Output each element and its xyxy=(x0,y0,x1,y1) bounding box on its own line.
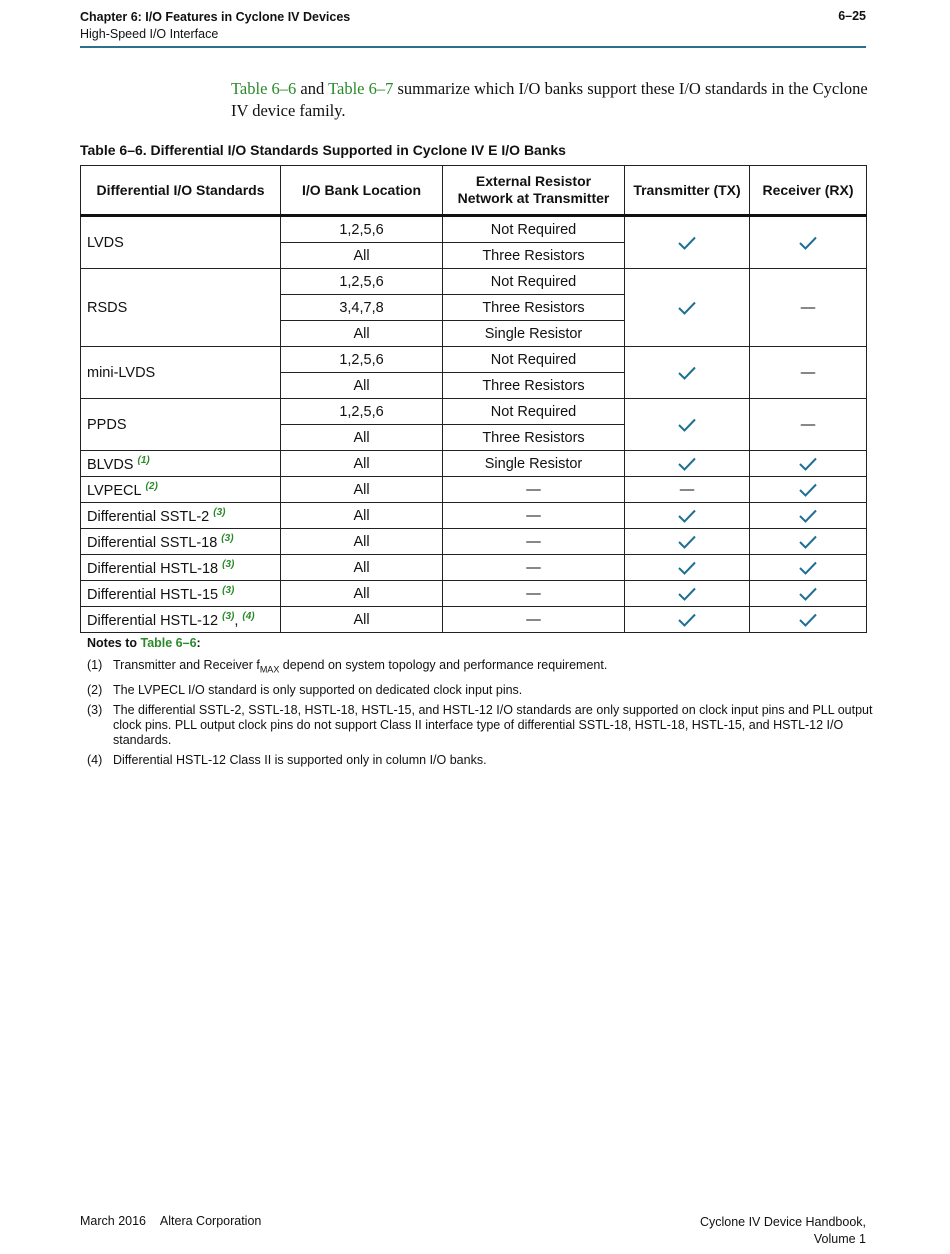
note-ref[interactable]: (3) xyxy=(222,610,235,622)
bank-location: 1,2,5,6 xyxy=(281,269,443,295)
resistor-network: — xyxy=(443,607,625,633)
bank-location: All xyxy=(281,555,443,581)
table-row xyxy=(81,581,867,607)
table-link[interactable]: Table 6–6 xyxy=(231,79,297,98)
resistor-network: Not Required xyxy=(443,347,625,373)
check-icon xyxy=(799,483,817,497)
resistor-network: Three Resistors xyxy=(443,295,625,321)
check-icon xyxy=(625,269,750,347)
bank-location: All xyxy=(281,425,443,451)
intro-paragraph xyxy=(231,78,871,122)
table-header-row xyxy=(81,166,867,216)
table-row xyxy=(81,269,867,295)
bank-location: All xyxy=(281,451,443,477)
footer-company: Altera Corporation xyxy=(159,1214,262,1228)
standard-name: mini-LVDS xyxy=(81,347,281,399)
dash-mark: — xyxy=(750,269,867,347)
bank-location: 1,2,5,6 xyxy=(281,347,443,373)
dash-mark: — xyxy=(750,347,867,399)
col-header-bank: I/O Bank Location xyxy=(281,166,443,216)
standard-name: LVDS xyxy=(81,216,281,269)
check-icon xyxy=(625,216,750,269)
footer-volume: Volume 1 xyxy=(813,1232,866,1246)
check-icon xyxy=(625,581,750,607)
page-footer-right xyxy=(700,1214,866,1248)
check-icon xyxy=(678,457,696,471)
table-row xyxy=(81,607,867,633)
note-item: (1) Transmitter and Receiver $f_{MAX}$ depend on system topology and performance requirement. xyxy=(87,658,608,675)
check-icon xyxy=(625,607,750,633)
check-icon xyxy=(678,535,696,549)
table-row xyxy=(81,216,867,243)
standard-name: Differential HSTL-12 $^{(3)}$, $^{(4)}$ xyxy=(81,607,281,633)
check-icon xyxy=(678,613,696,627)
header-rule xyxy=(80,46,866,48)
check-icon xyxy=(750,529,867,555)
page-footer-left xyxy=(80,1214,261,1228)
standard-name: BLVDS $^{(1)}$ xyxy=(81,451,281,477)
resistor-network: — xyxy=(443,581,625,607)
resistor-network: — xyxy=(443,477,625,503)
resistor-network: Three Resistors xyxy=(443,243,625,269)
standard-name: Differential SSTL-2 $^{(3)}$ xyxy=(81,503,281,529)
check-icon xyxy=(750,477,867,503)
check-icon xyxy=(678,236,696,250)
resistor-network: Not Required xyxy=(443,216,625,243)
dash-mark: — xyxy=(625,477,750,503)
table-row xyxy=(81,555,867,581)
check-icon xyxy=(625,451,750,477)
resistor-network: — xyxy=(443,555,625,581)
footer-book: Cyclone IV Device Handbook, xyxy=(699,1215,866,1229)
bank-location: 1,2,5,6 xyxy=(281,216,443,243)
col-header-rx: Receiver (RX) xyxy=(750,166,867,216)
standard-name: Differential HSTL-18 $^{(3)}$ xyxy=(81,555,281,581)
table-row xyxy=(81,451,867,477)
table-row xyxy=(81,347,867,373)
resistor-network: — xyxy=(443,529,625,555)
check-icon xyxy=(799,535,817,549)
check-icon xyxy=(750,451,867,477)
notes-table-link[interactable]: Table 6–6 xyxy=(140,636,197,650)
resistor-network: Three Resistors xyxy=(443,425,625,451)
check-icon xyxy=(678,587,696,601)
standard-name: LVPECL $^{(2)}$ xyxy=(81,477,281,503)
table-notes xyxy=(87,636,877,773)
check-icon xyxy=(799,509,817,523)
note-item: (4) Differential HSTL-12 Class II is supported only in column I/O banks. xyxy=(87,752,487,767)
check-icon xyxy=(750,555,867,581)
bank-location: All xyxy=(281,477,443,503)
bank-location: 1,2,5,6 xyxy=(281,399,443,425)
check-icon xyxy=(625,503,750,529)
table-row xyxy=(81,477,867,503)
chapter-title: Chapter 6: I/O Features in Cyclone IV Devices xyxy=(80,10,351,24)
note-ref[interactable]: (2) xyxy=(145,480,158,492)
note-ref[interactable]: (4) xyxy=(242,610,255,622)
note-item: (3) The differential SSTL-2, SSTL-18, HSTL-18, HSTL-15, and HSTL-12 I/O standards are only supported on clock input pins and PLL output clock pins. PLL output clock pins do not support Class II interface type of differential SSTL-18, HSTL-18, HSTL-15, and HSTL-12 I/O standards. xyxy=(87,702,873,747)
bank-location: All xyxy=(281,503,443,529)
resistor-network: Not Required xyxy=(443,269,625,295)
note-item: (2) The LVPECL I/O standard is only supported on dedicated clock input pins. xyxy=(87,682,523,697)
resistor-network: Three Resistors xyxy=(443,373,625,399)
bank-location: 3,4,7,8 xyxy=(281,295,443,321)
bank-location: All xyxy=(281,607,443,633)
table-row xyxy=(81,503,867,529)
bank-location: All xyxy=(281,243,443,269)
check-icon xyxy=(625,399,750,451)
intro-text: and xyxy=(296,79,329,98)
check-icon xyxy=(625,347,750,399)
table-link[interactable]: Table 6–7 xyxy=(328,79,394,98)
standard-name: RSDS xyxy=(81,269,281,347)
check-icon xyxy=(799,561,817,575)
note-ref[interactable]: (3) xyxy=(222,584,235,596)
check-icon xyxy=(799,587,817,601)
notes-title: Notes to Table 6–6: xyxy=(87,636,201,650)
check-icon xyxy=(678,301,696,315)
col-header-resistor: External Resistor Network at Transmitter xyxy=(443,166,625,216)
bank-location: All xyxy=(281,529,443,555)
col-header-tx: Transmitter (TX) xyxy=(625,166,750,216)
check-icon xyxy=(678,561,696,575)
standard-name: Differential SSTL-18 $^{(3)}$ xyxy=(81,529,281,555)
note-ref[interactable]: (3) xyxy=(221,532,234,544)
dash-mark: — xyxy=(750,399,867,451)
check-icon xyxy=(625,529,750,555)
check-icon xyxy=(750,607,867,633)
resistor-network: Single Resistor xyxy=(443,321,625,347)
bank-location: All xyxy=(281,321,443,347)
intro-text: summarize which I/O banks support these I/O standards in the Cyclone IV device family. xyxy=(231,79,868,120)
check-icon xyxy=(750,216,867,269)
note-ref[interactable]: (3) xyxy=(213,506,226,518)
check-icon xyxy=(678,366,696,380)
standard-name: Differential HSTL-15 $^{(3)}$ xyxy=(81,581,281,607)
io-standards-table xyxy=(80,165,867,633)
bank-location: All xyxy=(281,581,443,607)
check-icon xyxy=(678,509,696,523)
note-ref[interactable]: (1) xyxy=(137,454,150,466)
standard-name: PPDS xyxy=(81,399,281,451)
check-icon xyxy=(799,457,817,471)
page-header xyxy=(80,9,350,43)
resistor-network: Single Resistor xyxy=(443,451,625,477)
table-row xyxy=(81,529,867,555)
footer-date: March 2016 xyxy=(80,1214,147,1228)
check-icon xyxy=(625,555,750,581)
table-caption: Table 6–6. Differential I/O Standards Supported in Cyclone IV E I/O Banks xyxy=(80,142,566,158)
resistor-network: — xyxy=(443,503,625,529)
check-icon xyxy=(750,503,867,529)
check-icon xyxy=(799,613,817,627)
bank-location: All xyxy=(281,373,443,399)
check-icon xyxy=(750,581,867,607)
check-icon xyxy=(678,418,696,432)
check-icon xyxy=(799,236,817,250)
note-ref[interactable]: (3) xyxy=(222,558,235,570)
table-row xyxy=(81,399,867,425)
section-title: High-Speed I/O Interface xyxy=(80,27,219,41)
col-header-standard: Differential I/O Standards xyxy=(81,166,281,216)
page-number: 6–25 xyxy=(838,9,866,23)
resistor-network: Not Required xyxy=(443,399,625,425)
